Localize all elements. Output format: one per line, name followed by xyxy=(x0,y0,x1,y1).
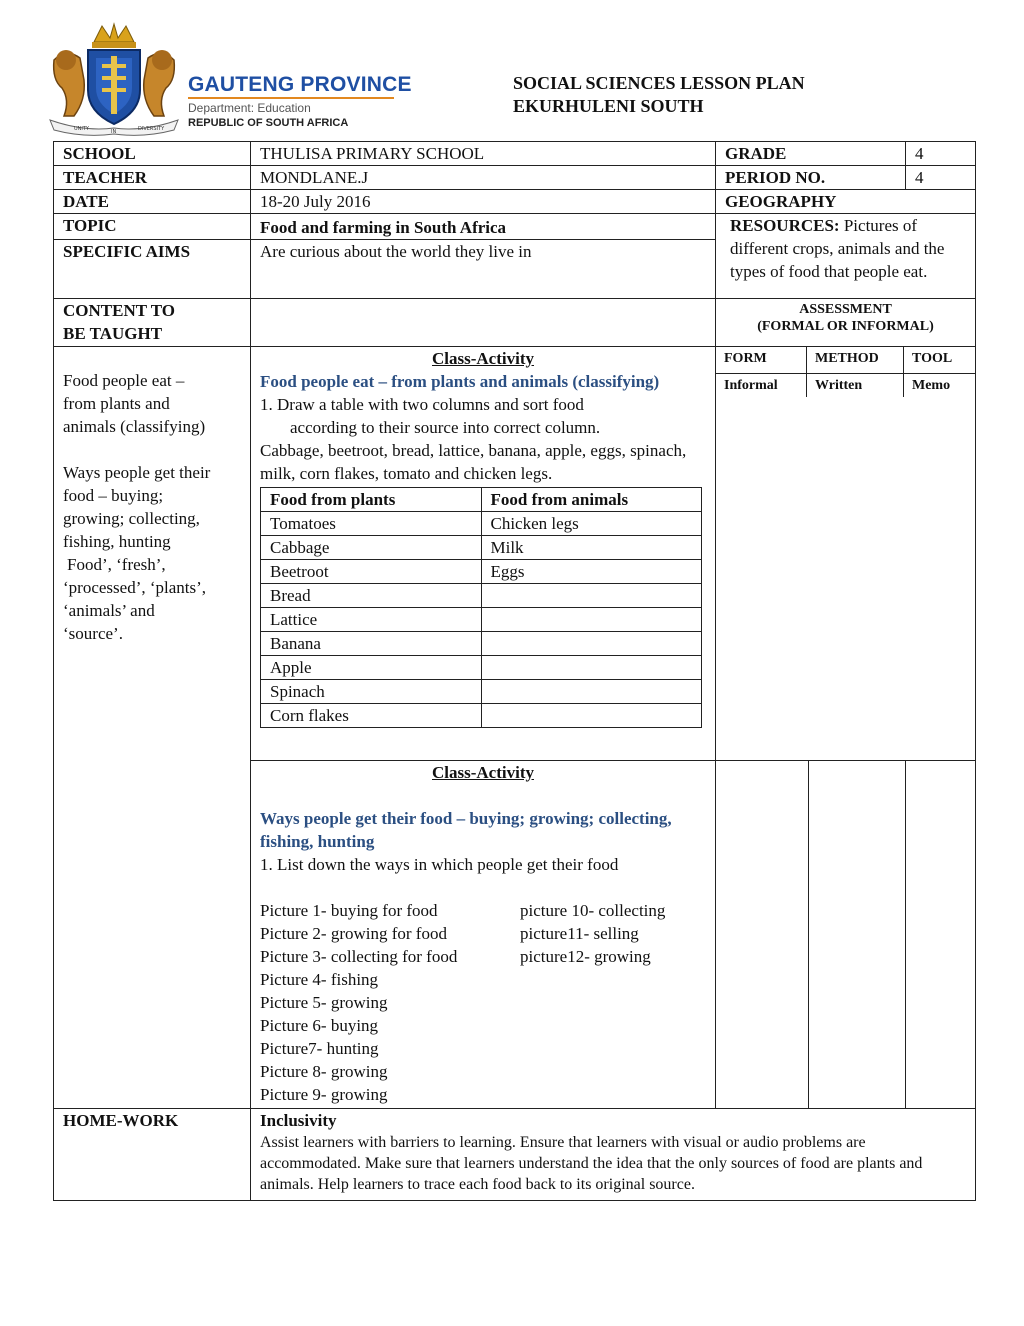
aims-value: Are curious about the world they live in xyxy=(251,240,716,299)
department-name: Department: Education xyxy=(188,101,311,115)
form-header: FORM xyxy=(716,347,807,373)
resources-value: Pictures of different crops, animals and the types of food that people eat. xyxy=(730,216,945,281)
grade-value: 4 xyxy=(906,142,976,166)
resources-label: RESOURCES: xyxy=(730,216,840,235)
motto-right: DIVERSITY xyxy=(138,126,165,132)
school-value: THULISA PRIMARY SCHOOL xyxy=(251,142,716,166)
method-header: METHOD xyxy=(807,347,904,373)
content-line: Ways people get their xyxy=(63,463,211,482)
animal-cell xyxy=(481,632,702,656)
resources-cell xyxy=(716,214,976,299)
motto-mid: IN xyxy=(111,129,117,135)
animal-cell xyxy=(481,680,702,704)
activity1-heading: Class-Activity xyxy=(432,349,534,368)
teacher-label: TEACHER xyxy=(54,166,251,190)
table-row xyxy=(261,632,702,656)
plants-column-header: Food from plants xyxy=(261,488,482,512)
assessment-header xyxy=(716,299,976,347)
list-item: Picture 9- growing xyxy=(260,1085,388,1104)
list-item: picture12- growing xyxy=(520,947,651,966)
content-line: fishing, hunting xyxy=(63,532,171,551)
aims-label: SPECIFIC AIMS xyxy=(54,240,251,299)
assessment-line-2: (FORMAL OR INFORMAL) xyxy=(757,319,934,334)
animal-cell: Eggs xyxy=(481,560,702,584)
list-item: Picture 6- buying xyxy=(260,1016,379,1035)
activity1-row xyxy=(54,347,976,761)
teacher-value: MONDLANE.J xyxy=(251,166,716,190)
homework-heading: Inclusivity xyxy=(260,1111,337,1130)
list-item: Picture7- hunting xyxy=(260,1039,379,1058)
activity1-instruction-1: 1. Draw a table with two columns and sort food xyxy=(260,395,584,414)
pictures-left-column xyxy=(260,899,520,1106)
coat-of-arms-icon xyxy=(44,20,184,136)
list-item: Picture 3- collecting for food xyxy=(260,947,458,966)
activity1-food-list: Cabbage, beetroot, bread, lattice, banana, apple, eggs, spinach, milk, corn flakes, tomato and chicken legs. xyxy=(260,441,687,483)
content-line: growing; collecting, xyxy=(63,509,200,528)
plant-cell: Corn flakes xyxy=(261,704,482,728)
topic-value: Food and farming in South Africa xyxy=(251,214,716,240)
assessment-empty-form xyxy=(716,761,809,1109)
list-item: Picture 5- growing xyxy=(260,993,388,1012)
activity2-heading: Class-Activity xyxy=(432,763,534,782)
plant-cell: Apple xyxy=(261,656,482,680)
assessment-line-1: ASSESSMENT xyxy=(799,302,892,317)
plant-cell: Cabbage xyxy=(261,536,482,560)
motto-left: UNITY xyxy=(74,126,89,132)
content-header-row xyxy=(54,299,976,347)
assessment-empty-method xyxy=(809,761,906,1109)
table-row xyxy=(261,608,702,632)
province-name: GAUTENG PROVINCE xyxy=(188,73,412,96)
content-line: Food’, ‘fresh’, xyxy=(67,555,166,574)
logo-divider xyxy=(188,97,394,99)
date-row xyxy=(54,190,976,214)
animal-cell xyxy=(481,704,702,728)
homework-text: Assist learners with barriers to learning. Ensure that learners with visual or audio problems are accommodated. Make sure that learners understand the idea that the only sources of food are plants and animals. Help learners to trace each food back to its original source. xyxy=(260,1134,923,1193)
table-row xyxy=(261,680,702,704)
content-line: ‘source’. xyxy=(63,624,123,643)
content-topics-cell xyxy=(54,347,251,1109)
lesson-plan-table xyxy=(53,141,976,1201)
content-label-line-1: CONTENT TO xyxy=(63,301,175,320)
document-title xyxy=(513,72,805,118)
assessment-grid-cell xyxy=(716,347,976,761)
animal-cell: Milk xyxy=(481,536,702,560)
method-value: Written xyxy=(807,373,904,397)
assessment-empty-tool xyxy=(906,761,976,1109)
grade-label: GRADE xyxy=(716,142,906,166)
list-item: Picture 8- growing xyxy=(260,1062,388,1081)
table-row xyxy=(261,704,702,728)
page-header xyxy=(0,0,1024,140)
homework-row xyxy=(54,1109,976,1201)
period-label: PERIOD NO. xyxy=(716,166,906,190)
content-header-empty xyxy=(251,299,716,347)
plant-cell: Bread xyxy=(261,584,482,608)
content-label-line-2: BE TAUGHT xyxy=(63,324,163,343)
assessment-header-row xyxy=(716,347,975,373)
content-label xyxy=(54,299,251,347)
homework-label: HOME-WORK xyxy=(54,1109,251,1201)
food-sort-table xyxy=(260,487,702,728)
table-row xyxy=(261,560,702,584)
list-item: Picture 4- fishing xyxy=(260,970,379,989)
table-row xyxy=(261,584,702,608)
topic-row xyxy=(54,214,976,240)
plant-cell: Spinach xyxy=(261,680,482,704)
title-line-1: SOCIAL SCIENCES LESSON PLAN xyxy=(513,73,805,93)
list-item: picture 10- collecting xyxy=(520,901,666,920)
date-value: 18-20 July 2016 xyxy=(251,190,716,214)
school-row xyxy=(54,142,976,166)
list-item: Picture 2- growing for food xyxy=(260,924,447,943)
period-value: 4 xyxy=(906,166,976,190)
logo-text xyxy=(188,74,412,131)
food-table-header xyxy=(261,488,702,512)
activity1-instruction-2: according to their source into correct column. xyxy=(290,418,601,437)
content-line: ‘animals’ and xyxy=(63,601,155,620)
teacher-row xyxy=(54,166,976,190)
table-row xyxy=(261,536,702,560)
homework-cell xyxy=(251,1109,976,1201)
activity1-cell xyxy=(251,347,716,761)
republic-name: REPUBLIC OF SOUTH AFRICA xyxy=(188,117,349,129)
tool-value: Memo xyxy=(904,373,976,397)
topic-label: TOPIC xyxy=(54,214,251,240)
tool-header: TOOL xyxy=(904,347,976,373)
content-line: food – buying; xyxy=(63,486,164,505)
animals-column-header: Food from animals xyxy=(481,488,702,512)
content-line: from plants and xyxy=(63,394,170,413)
list-item: Picture 1- buying for food xyxy=(260,901,438,920)
form-value: Informal xyxy=(716,373,807,397)
school-label: SCHOOL xyxy=(54,142,251,166)
content-line: ‘processed’, ‘plants’, xyxy=(63,578,207,597)
content-line: Food people eat – xyxy=(63,371,185,390)
plant-cell: Tomatoes xyxy=(261,512,482,536)
activity2-cell xyxy=(251,761,716,1109)
content-line: animals (classifying) xyxy=(63,417,206,436)
animal-cell xyxy=(481,608,702,632)
animal-cell: Chicken legs xyxy=(481,512,702,536)
plant-cell: Banana xyxy=(261,632,482,656)
activity1-subheading: Food people eat – from plants and animals (classifying) xyxy=(260,372,660,391)
assessment-value-row xyxy=(716,373,975,397)
plant-cell: Beetroot xyxy=(261,560,482,584)
list-item: picture11- selling xyxy=(520,924,639,943)
title-line-2: EKURHULENI SOUTH xyxy=(513,96,704,116)
activity2-subheading: Ways people get their food – buying; growing; collecting, fishing, hunting xyxy=(260,809,672,851)
pictures-right-column xyxy=(520,899,700,1106)
table-row xyxy=(261,512,702,536)
animal-cell xyxy=(481,656,702,680)
plant-cell: Lattice xyxy=(261,608,482,632)
pictures-list xyxy=(260,899,706,1106)
animal-cell xyxy=(481,584,702,608)
table-row xyxy=(261,656,702,680)
activity2-instruction: 1. List down the ways in which people get their food xyxy=(260,855,619,874)
assessment-grid xyxy=(716,347,975,397)
date-label: DATE xyxy=(54,190,251,214)
subject-name: GEOGRAPHY xyxy=(716,190,976,214)
